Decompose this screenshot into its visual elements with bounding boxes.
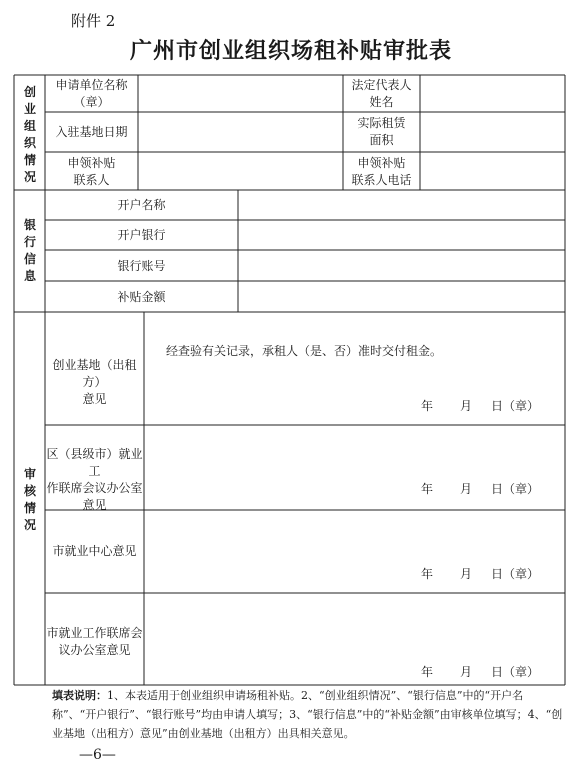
attachment-label: 附件 2 — [71, 12, 116, 30]
legal-rep-label: 法定代表人 姓名 — [351, 78, 412, 109]
account-name-label: 开户名称 — [117, 198, 166, 212]
form-title: 广州市创业组织场租补贴审批表 — [129, 38, 452, 64]
base-opinion-label: 创业基地（出租方） 意见 — [52, 358, 137, 406]
bank-label: 开户银行 — [117, 228, 166, 242]
section-bank-label: 银行信息 — [23, 218, 36, 283]
section-org-label: 创业组织情况 — [23, 85, 36, 184]
contact-phone-label: 申领补贴 联系人电话 — [351, 156, 412, 187]
page-number: —6— — [79, 747, 116, 763]
subsidy-amount-label: 补贴金额 — [117, 290, 166, 304]
fill-instructions — [52, 686, 564, 743]
base-opinion-text: 经查验有关记录，承租人（是、否）准时交付租金。 — [166, 344, 443, 358]
entry-date-label: 入驻基地日期 — [55, 125, 128, 139]
city-center-opinion-label: 市就业中心意见 — [52, 544, 137, 558]
city-joint-opinion-label: 市就业工作联席会 议办公室意见 — [46, 626, 143, 657]
fill-instructions-label: 填表说明： — [52, 689, 107, 702]
fill-instructions-text: 1、本表适用于创业组织申请场租补贴。2、“创业组织情况”、“银行信息”中的“开户名称”、“开户银行”、“银行账号”均由申请人填写；3、“银行信息”中的“补贴金额”由审核单位填写；4、“创业基地（出租方）意见”由创业基地（出租方）出具相关意见。 — [52, 689, 563, 740]
rent-area-label: 实际租赁 面积 — [357, 116, 406, 147]
district-opinion-label: 区（县级市）就业工 作联席会议办公室 意见 — [46, 447, 143, 512]
applicant-name-label: 申请单位名称 （章） — [55, 78, 128, 109]
subsidy-contact-label: 申领补贴 联系人 — [67, 156, 116, 187]
account-number-label: 银行账号 — [117, 259, 166, 273]
section-review-label: 审核情况 — [23, 467, 36, 532]
